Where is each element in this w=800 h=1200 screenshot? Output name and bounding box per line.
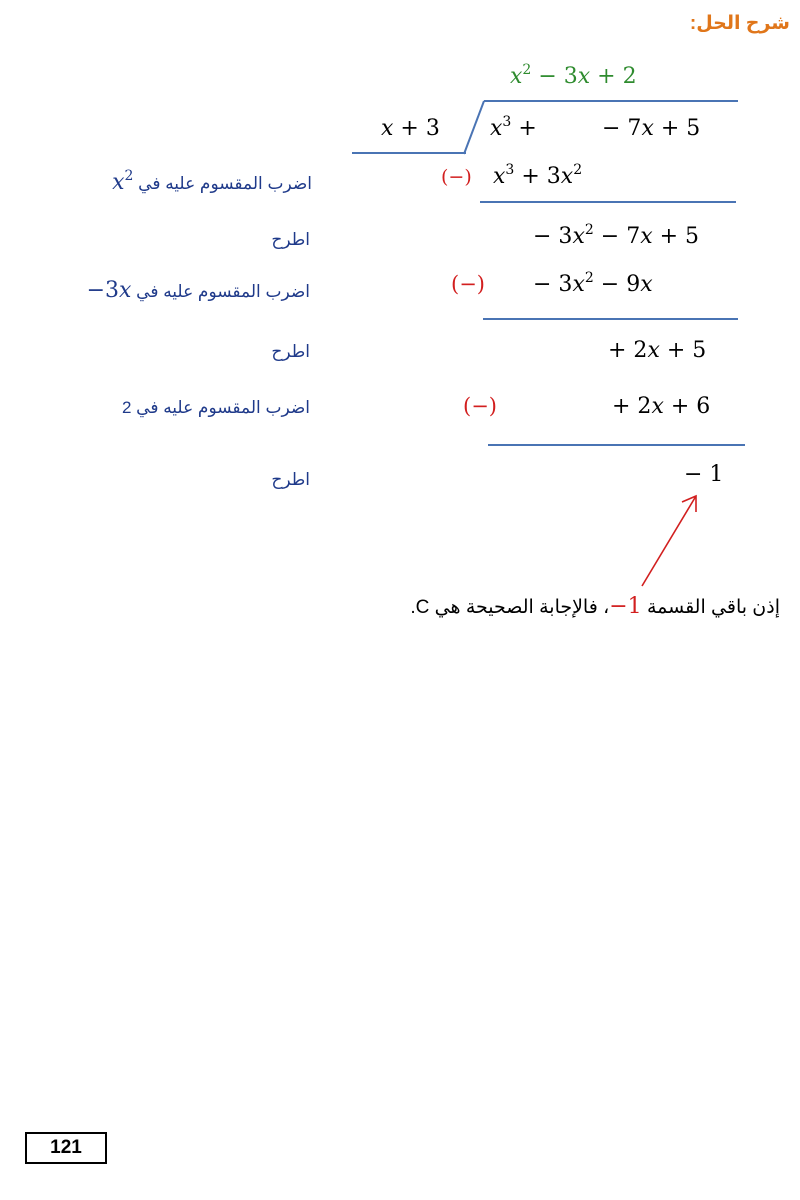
dividend: $x^3$ + (490, 114, 537, 141)
step-3-sign: (−) (451, 272, 485, 296)
page-number: 121 (25, 1132, 107, 1164)
section-title: شرح الحل: (689, 13, 790, 34)
step-4-result: + 2x + 5 (608, 338, 707, 363)
step-6-result: − 1 (684, 462, 724, 487)
step-5-sign: (−) (463, 394, 497, 418)
step-1-result: $x^3 + 3x^2$ (493, 162, 583, 189)
step-2-result: − $3x^2 - 7x + 5$ (533, 222, 700, 249)
step-3-line (483, 318, 738, 320)
step-5-instruction: اضرب المقسوم عليه في 2 (121, 398, 310, 417)
division-top-line (484, 100, 738, 102)
step-4-instruction: اطرح (271, 342, 310, 361)
step-1-instruction: اضرب المقسوم عليه في $x^2$ (112, 168, 312, 195)
step-1-line (480, 201, 736, 203)
step-3-instruction: اضرب المقسوم عليه في 3x− (86, 278, 310, 303)
step-3-result: − $3x^2 - 9x$ (533, 270, 653, 297)
step-5-result: + 2x + 6 (612, 394, 711, 419)
step-6-instruction: اطرح (271, 470, 310, 489)
step-5-line (488, 444, 745, 446)
remainder-arrow (630, 480, 710, 590)
division-bracket (458, 100, 488, 156)
dividend-rest: − 7x + 5 (602, 116, 701, 141)
divisor-underline (352, 152, 466, 154)
step-1-sign: (−) (441, 166, 472, 188)
step-2-instruction: اطرح (271, 230, 310, 249)
divisor: x + 3 (381, 116, 440, 141)
remainder-value: −1 (609, 594, 642, 619)
conclusion: إذن باقي القسمة −1، فالإجابة الصحيحة هي C. (410, 594, 780, 619)
quotient: $x^2 - 3x + 2$ (510, 62, 637, 89)
